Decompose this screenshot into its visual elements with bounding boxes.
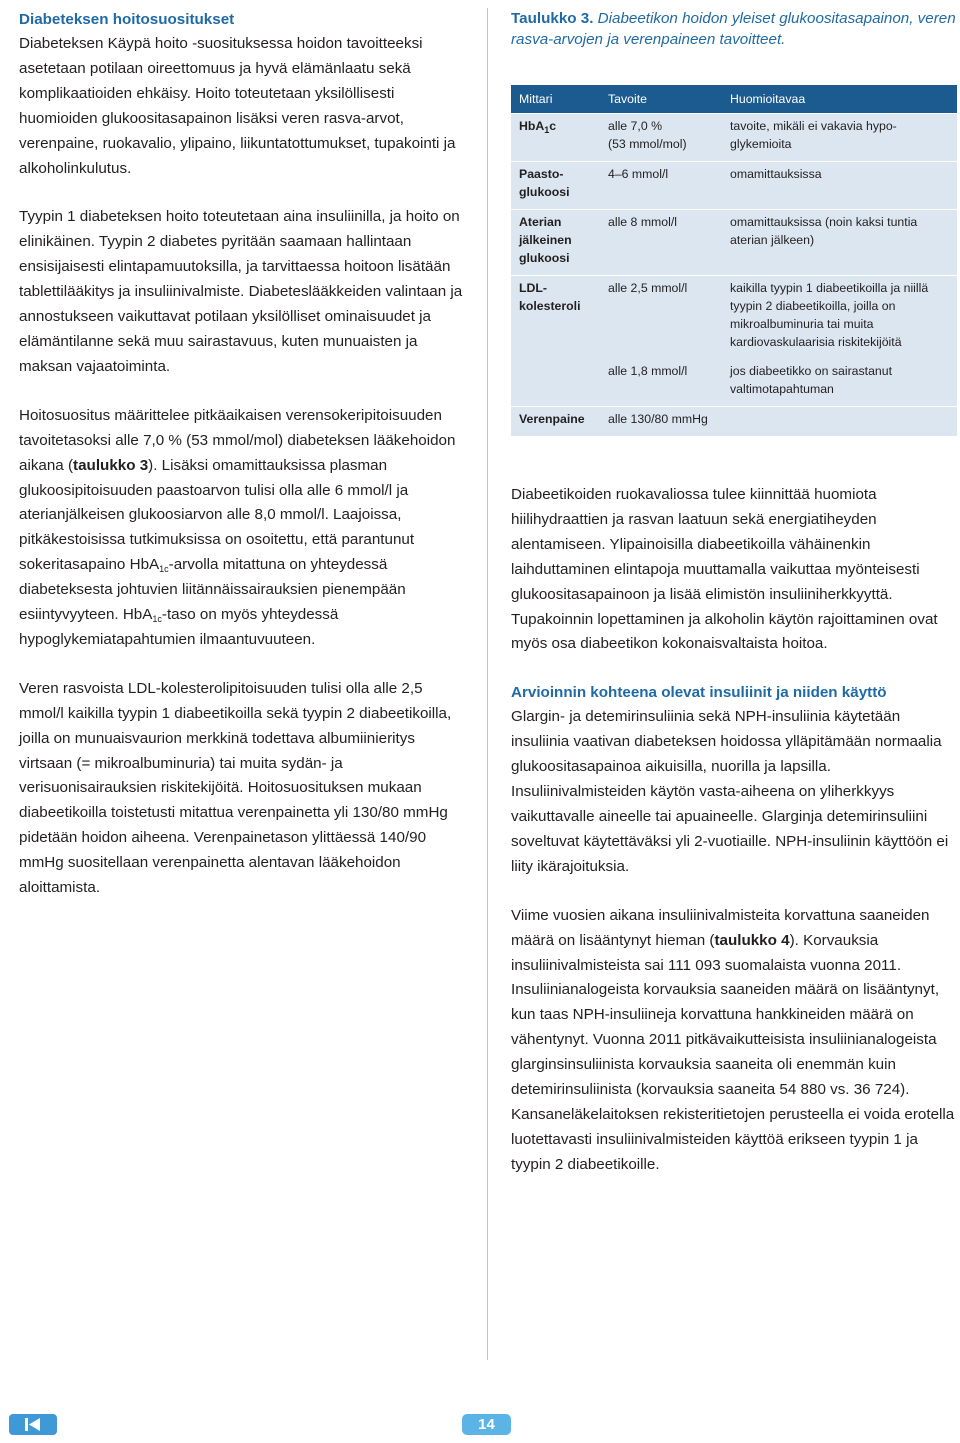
left-column [19, 8, 465, 901]
skip-to-start-icon [24, 1417, 42, 1432]
lipids-paragraph: Veren rasvoista LDL-kolesterolipitoisuuden tulisi olla alle 2,5 mmol/l kaikilla tyypin 1 diabeetikoilla sekä tyypin 2 diabeetikoilla, joilla on munuaisvaurion merkkinä todettava albumiinieritys virtsaan (= mikroalbuminuria) tai muita sydän- ja verisuonisairauksien riskitekijöitä. Hoitosuosituksen mukaan diabeetikoilla toistetusti mitattua verenpainetta yli 130/80 mmHg pidetään hoidon aiheena. Verenpainetason ylittäessä 140/90 mmHg suositellaan verenpainetta alentavan lääkehoidon aloittamista. [19, 679, 452, 897]
section-heading: Diabeteksen hoitosuositukset [19, 11, 235, 28]
intro-paragraph: Diabeteksen Käypä hoito -suosituksessa hoidon tavoitteeksi asetetaan potilaan oireettomuus ja hyvä elämänlaatu sekä komplikaatioiden ehkäisy. Hoito toteutetaan yksilöllisesti huomioiden glukoositasapainon lisäksi veren rasva-arvot, verenpaine, ruokavalio, ylipaino, liikuntatottumukset, tupakointi ja alkoholinkulutus. [19, 35, 456, 177]
right-column-body [511, 483, 957, 1178]
table-row [511, 276, 957, 360]
header-cell: Mittari [511, 85, 600, 114]
targets-paragraph: Hoitosuositus määrittelee pitkäaikaisen verensokeripitoisuuden tavoitetasoksi alle 7,0 % (53 mmol/mol) diabeteksen lääkehoidon aikana (taulukko 3). Lisäksi omamittauksissa plasman glukoosipitoisuuden paastoarvon tulisi olla alle 6 mmol/l ja aterianjälkeisen glukoosiarvon alle 8,0 mmol/l. Laajoissa, pitkäkestoisissa tutkimuksissa on osoitettu, että parantunut sokeritasapaino HbA$_{1c}$-arvolla mitattuna on yhteydessä diabeteksesta johtuvien liitännäissairauksien pienempään esiintyvyyteen. HbA$_{1c}$-taso on myös yhteydessä hypoglykemiatapahtumien ilmaantuvuuteen. [19, 406, 456, 648]
column-divider [487, 8, 488, 1360]
table-reference[interactable]: taulukko 4 [714, 931, 790, 949]
measure-cell: HbA$_1$c [511, 114, 600, 162]
note-cell: tavoite, mikäli ei vakavia hypoglykemioita [722, 114, 957, 162]
note-cell: kaikilla tyypin 1 diabeetikoilla ja niillä tyypin 2 diabeetikoilla, joilla on mikroalbuminuria tai muita kardiovaskulaarisia riskitekijöitä [722, 276, 957, 360]
right-column [511, 8, 957, 50]
first-page-button[interactable] [9, 1414, 57, 1435]
note-cell: omamittauksissa [722, 162, 957, 210]
measure-cell: LDL-kolesteroli [511, 276, 600, 407]
measure-cell: Verenpaine [511, 407, 600, 437]
table-reference[interactable]: taulukko 3 [73, 456, 149, 474]
measure-cell: Aterian jälkeinen glukoosi [511, 210, 600, 276]
header-cell: Tavoite [600, 85, 722, 114]
targets-table [511, 85, 957, 436]
diet-paragraph: Diabeetikoiden ruokavaliossa tulee kiinnittää huomiota hiilihydraattien ja rasvan laatuun sekä energiatiheyden alentamiseen. Ylipainoisilla diabeetikoilla vähäinenkin laihduttaminen elintapoja muuttamalla vaikuttaa myönteisesti glukoositasapainoon ja lisää elimistön insuliiniherkkyyttä. Tupakoinnin lopettaminen ja alkoholin käytön rajoittaminen ovat myös osa diabeetikon kokonaisvaltaista hoitoa. [511, 486, 938, 653]
header-cell: Huomioitavaa [722, 85, 957, 114]
reimbursement-paragraph: Viime vuosien aikana insuliinivalmisteita korvattuna saaneiden määrä on lisääntynyt hieman (taulukko 4). Korvauksia insuliinivalmisteista sai 111 093 suomalaista vuonna 2011. Insuliinianalogeista korvauksia saaneiden määrä on lisääntynyt, kun taas NPH-insuliineja korvattuna hankkineiden määrä on vähentynyt. Vuonna 2011 pitkävaikutteisista insuliinianalogeista glarginsinsuliinista korvauksia saaneita oli enemmän kuin detemirinsuliinista (korvauksia saaneita 54 880 vs. 36 724). Kansaneläkelaitoksen rekisteritietojen perusteella ei voida erotella luotettavasti insuliinivalmisteiden käyttöä erikseen tyypin 1 ja tyypin 2 diabeetikoille. [511, 906, 955, 1173]
insulins-heading: Arvioinnin kohteena olevat insuliinit ja niiden käyttö [511, 684, 887, 702]
table-row [511, 114, 957, 162]
insulins-paragraph: Glargin- ja detemirinsuliinia sekä NPH-insuliinia käytetään insuliinia vaativan diabeteksen hoidossa ylläpitämään normaalia glukoositasapainoa aikuisilla, nuorilla ja lapsilla. Insuliinivalmisteiden käytön vasta-aiheena on yliherkkyys vaikuttavalle aineelle tai apuaineelle. Glarginja detemirinsuliini soveltuvat käytettäväksi yli 2-vuotiaille. NPH-insuliinin käyttöön ei liity ikärajoituksia. [511, 708, 949, 875]
target-cell: alle 8 mmol/l [600, 210, 722, 276]
table-header-row [511, 85, 957, 114]
target-cell: 4–6 mmol/l [600, 162, 722, 210]
target-cell: alle 1,8 mmol/l [600, 359, 722, 407]
note-cell: omamittauksissa (noin kaksi tuntia aterian jälkeen) [722, 210, 957, 276]
note-cell [722, 407, 957, 437]
page-number: 14 [462, 1414, 511, 1435]
table-row [511, 210, 957, 276]
table-caption: Taulukko 3. Diabeetikon hoidon yleiset glukoositasapainon, veren rasva-arvojen ja verenpaineen tavoitteet. [511, 10, 956, 48]
table-row [511, 162, 957, 210]
target-cell: alle 130/80 mmHg [600, 407, 722, 437]
target-cell: alle 2,5 mmol/l [600, 276, 722, 360]
table-row [511, 407, 957, 437]
target-cell: alle 7,0 % (53 mmol/mol) [600, 114, 722, 162]
note-cell: jos diabeetikko on sairastanut valtimotapahtuman [722, 359, 957, 407]
measure-cell: Paastoglukoosi [511, 162, 600, 210]
treatment-paragraph: Tyypin 1 diabeteksen hoito toteutetaan aina insuliinilla, ja hoito on elinikäinen. Tyypin 2 diabetes pyritään saamaan hallintaan ensisijaisesti elintapamuutoksilla, ja tarvittaessa hoitoon lisätään tablettilääkitys ja insuliinivalmiste. Diabeteslääkkeiden valintaan ja annostukseen vaikuttavat potilaan yksilölliset ominaisuudet ja elämäntilanne sekä muu sairastavuus, kuten munuaisten ja maksan vajaatoiminta. [19, 208, 463, 375]
